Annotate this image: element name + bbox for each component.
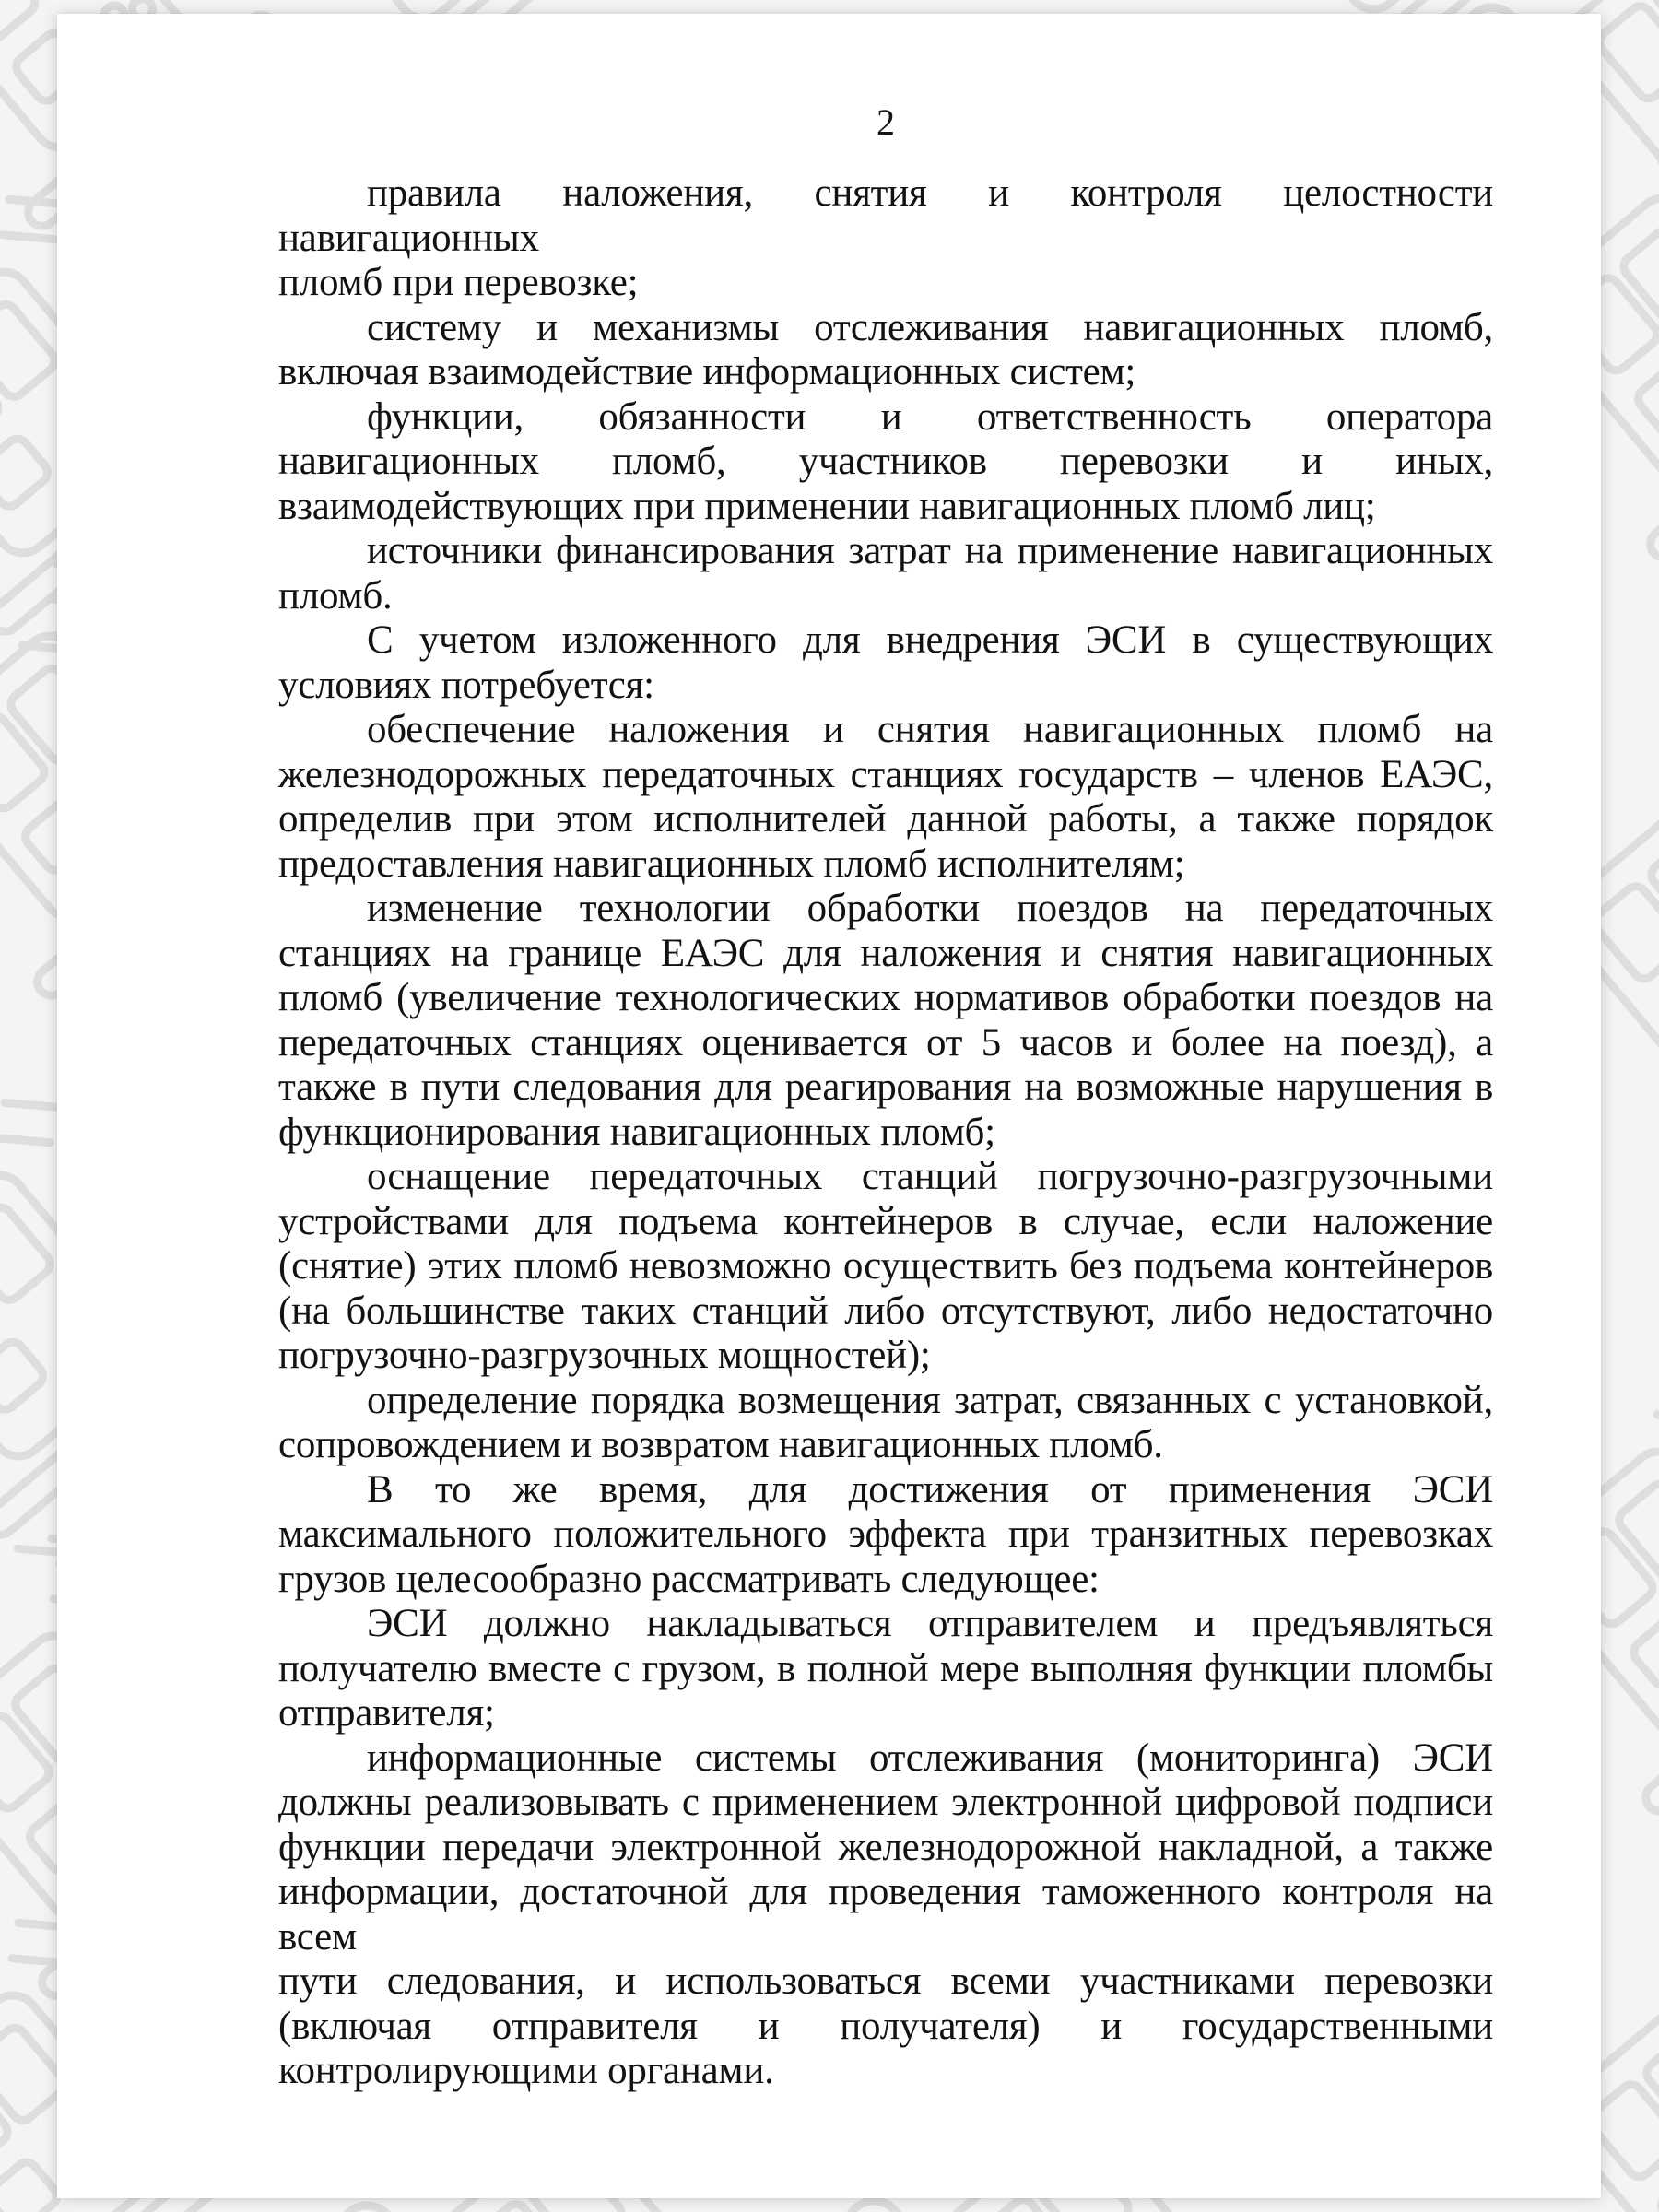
- paragraph: [278, 171, 1493, 306]
- paragraph: [278, 618, 1493, 708]
- text-line: (на большинстве таких станций либо отсутствуют, либо недостаточно: [278, 1288, 1493, 1333]
- text-line: отправителя;: [278, 1691, 495, 1735]
- text-line: функционирования навигационных пломб;: [278, 1110, 995, 1154]
- text-line: пломб.: [278, 573, 393, 618]
- text-line: включая взаимодействие информационных систем;: [278, 350, 1136, 394]
- paragraph: [278, 1468, 1493, 1603]
- text-line: передаточных станциях оценивается от 5 часов и более на поезд), а: [278, 1020, 1493, 1065]
- text-line: должны реализовывать с применением электронной цифровой подписи: [278, 1781, 1493, 1824]
- text-line: ЭСИ должно накладываться отправителем и предъявляться: [367, 1602, 1493, 1645]
- text-line: взаимодействующих при применении навигационных пломб лиц;: [278, 484, 1376, 528]
- text-line: источники финансирования затрат на применение навигационных: [367, 529, 1493, 572]
- text-line: пломб при перевозке;: [278, 261, 639, 304]
- paragraph: [278, 1155, 1493, 1379]
- text-line: правила наложения, снятия и контроля целостности навигационных: [278, 171, 1493, 260]
- text-line: станциях на границе ЕАЭС для наложения и снятия навигационных: [278, 931, 1493, 975]
- text-line: (включая отправителя и получателя) и государственными: [278, 2004, 1493, 2048]
- document-page: [57, 14, 1601, 2198]
- text-line: также в пути следования для реагирования на возможные нарушения в: [278, 1065, 1493, 1109]
- text-line: условиях потребуется:: [278, 663, 654, 707]
- text-line: обеспечение наложения и снятия навигационных пломб на: [367, 708, 1493, 751]
- text-line: устройствами для подъема контейнеров в случае, если наложение: [278, 1199, 1493, 1243]
- text-line: контролирующими органами.: [278, 2049, 774, 2092]
- text-line: (снятие) этих пломб невозможно осуществить без подъема контейнеров: [278, 1244, 1493, 1288]
- text-line: железнодорожных передаточных станциях государств – членов ЕАЭС,: [278, 752, 1493, 796]
- text-line: пломб (увеличение технологических нормативов обработки поездов на: [278, 976, 1493, 1019]
- text-line: информационные системы отслеживания (мониторинга) ЭСИ: [367, 1735, 1493, 1780]
- paragraph: [278, 1602, 1493, 1736]
- text-line: предоставления навигационных пломб исполнителям;: [278, 841, 1185, 886]
- paragraph: [278, 306, 1493, 395]
- text-line: изменение технологии обработки поездов на передаточных: [367, 887, 1493, 930]
- text-line: оснащение передаточных станций погрузочно-разгрузочными: [367, 1155, 1493, 1198]
- text-line: сопровождением и возвратом навигационных пломб.: [278, 1423, 1163, 1466]
- text-line: В то же время, для достижения от применения ЭСИ: [367, 1467, 1493, 1512]
- text-line: систему и механизмы отслеживания навигационных пломб,: [367, 305, 1493, 349]
- text-line: функции, обязанности и ответственность оператора: [367, 394, 1493, 439]
- text-line: функции передачи электронной железнодорожной накладной, а также: [278, 1825, 1493, 1869]
- text-line: информации, достаточной для проведения таможенного контроля на всем: [278, 1870, 1493, 1959]
- paragraph: [278, 1379, 1493, 1468]
- text-line: навигационных пломб, участников перевозки и иных,: [278, 440, 1493, 483]
- page-number: 2: [877, 101, 895, 143]
- text-line: определение порядка возмещения затрат, связанных с установкой,: [367, 1378, 1493, 1422]
- document-body: [278, 171, 1493, 2094]
- text-line: грузов целесообразно рассматривать следующее:: [278, 1557, 1100, 1601]
- paragraph: [278, 708, 1493, 887]
- paragraph: [278, 395, 1493, 530]
- paragraph: [278, 1736, 1493, 2094]
- text-line: С учетом изложенного для внедрения ЭСИ в существующих: [367, 618, 1493, 662]
- text-line: погрузочно-разгрузочных мощностей);: [278, 1334, 931, 1377]
- paragraph: [278, 887, 1493, 1155]
- text-line: максимального положительного эффекта при транзитных перевозках: [278, 1512, 1493, 1556]
- paragraph: [278, 529, 1493, 618]
- text-line: получателю вместе с грузом, в полной мере выполняя функции пломбы: [278, 1646, 1493, 1690]
- text-line: пути следования, и использоваться всеми участниками перевозки: [278, 1959, 1493, 2003]
- text-line: определив при этом исполнителей данной работы, а также порядок: [278, 797, 1493, 841]
